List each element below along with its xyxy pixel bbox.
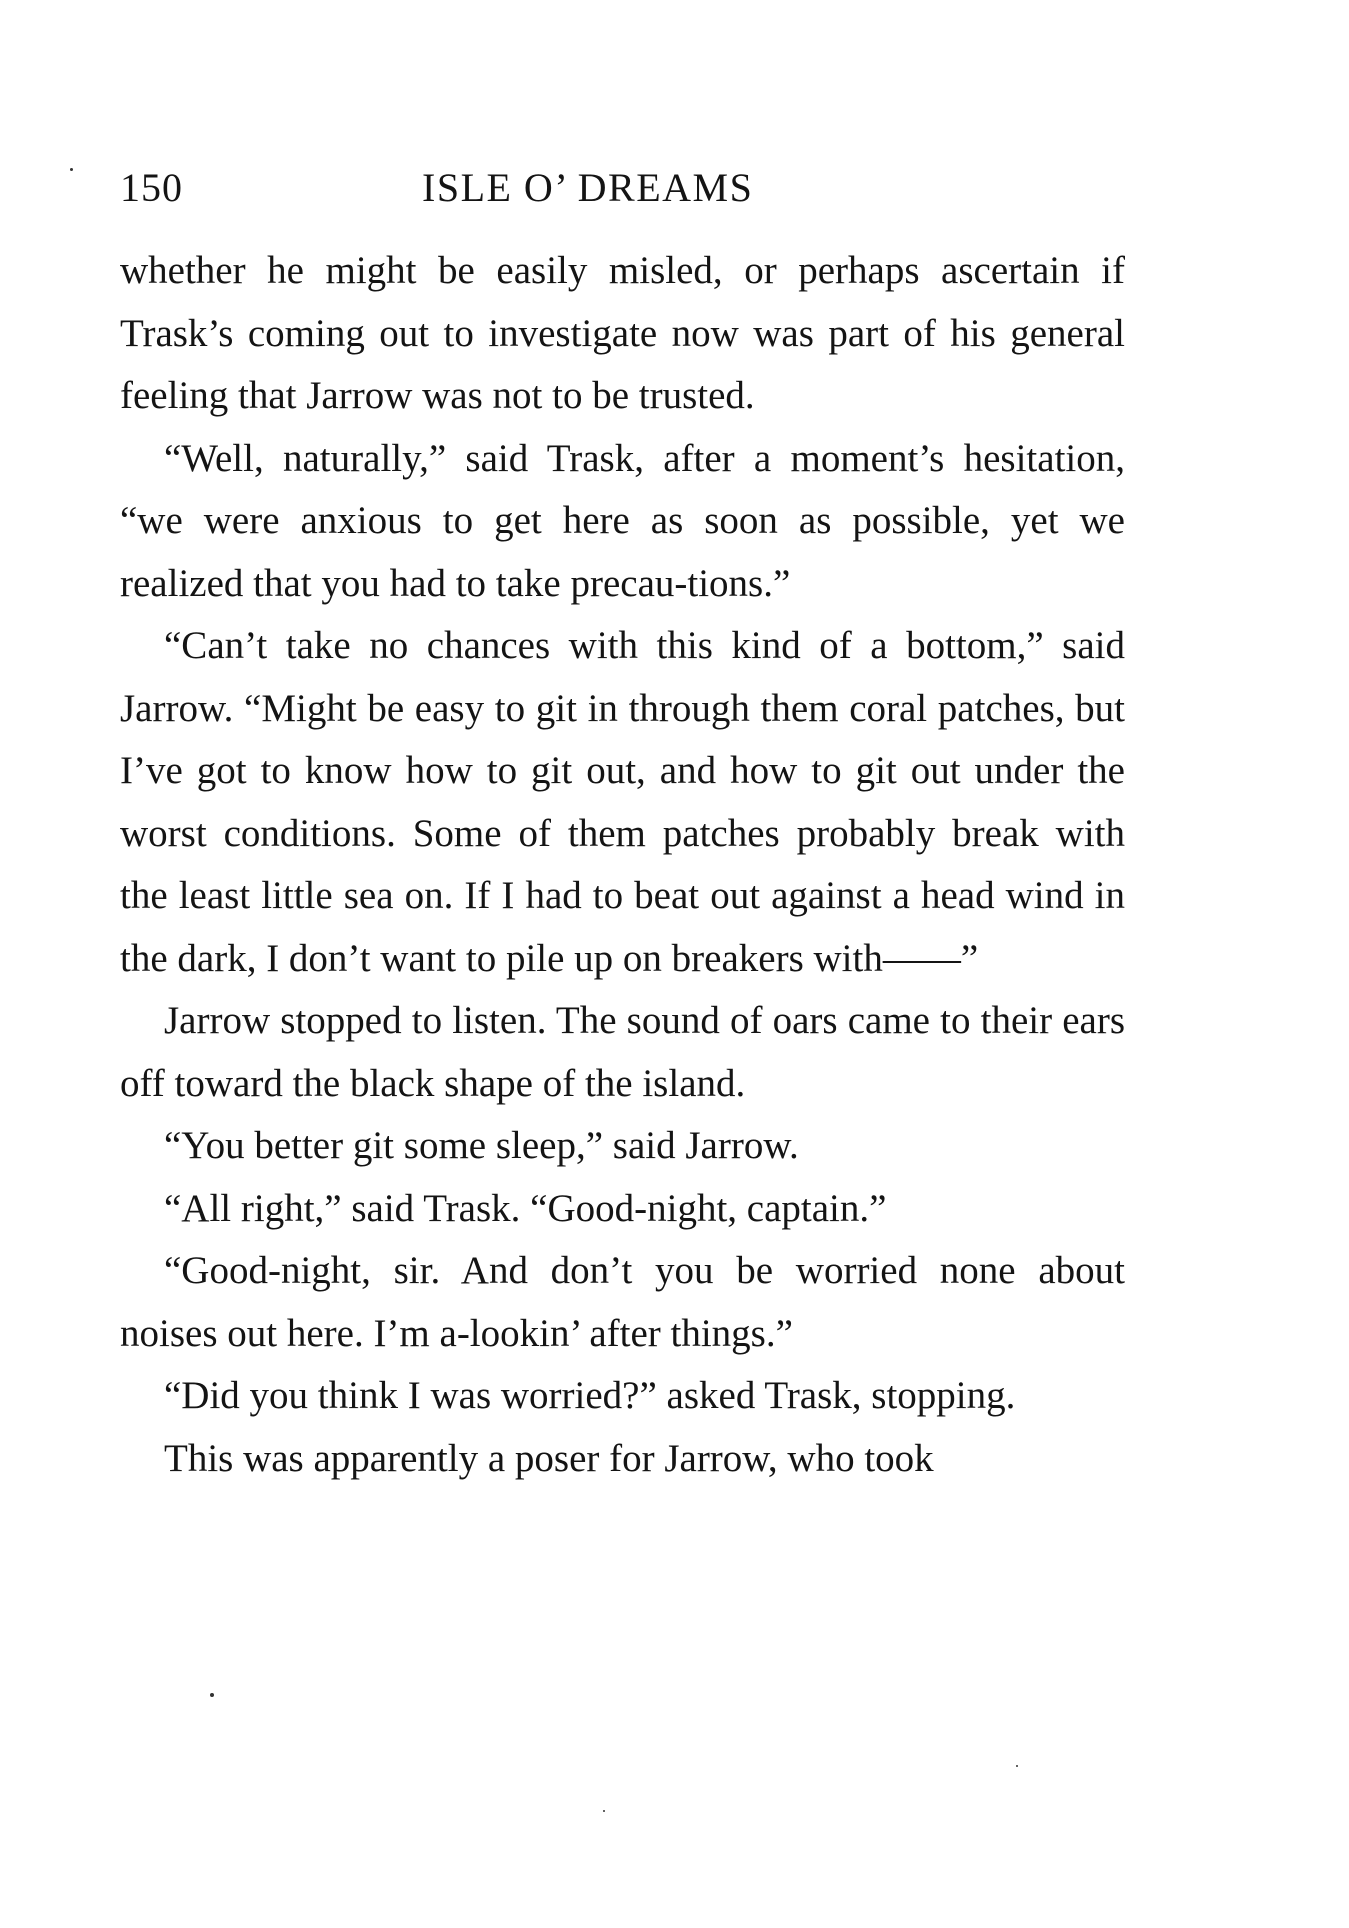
running-title: ISLE O’ DREAMS: [422, 165, 754, 210]
page-number: 150: [120, 165, 183, 210]
body-text: [120, 240, 1125, 1490]
paragraph: “All right,” said Trask. “Good-night, captain.”: [164, 1186, 887, 1230]
running-head: [120, 163, 1125, 213]
paragraph: This was apparently a poser for Jarrow, who took: [164, 1436, 934, 1480]
scan-speck: [210, 1693, 214, 1697]
paragraph: Jarrow stopped to listen. The sound of oars came to their ears off toward the black shape of the island.: [120, 999, 1125, 1105]
scan-speck: [1016, 1765, 1018, 1767]
paragraph: “Did you think I was worried?” asked Trask, stopping.: [164, 1374, 1016, 1417]
scan-speck: [603, 1810, 605, 1812]
paragraph: “Well, naturally,” said Trask, after a moment’s hesitation, “we were anxious to get here as soon as possible, yet we realized that you had to take precau-tions.”: [120, 436, 1125, 605]
paragraph: whether he might be easily misled, or perhaps ascertain if Trask’s coming out to investigate now was part of his general feeling that Jarrow was not to be trusted.: [120, 249, 1125, 417]
scan-speck: [70, 168, 73, 171]
paragraph: “Good-night, sir. And don’t you be worried none about noises out here. I’m a-lookin’ after things.”: [120, 1249, 1125, 1355]
paragraph: “You better git some sleep,” said Jarrow.: [164, 1124, 799, 1167]
paragraph: “Can’t take no chances with this kind of a bottom,” said Jarrow. “Might be easy to git in through them coral patches, but I’ve got to know how to git out, and how to git out under the worst conditions. Some of them patches probably break with the least little sea on. If I had to beat out against a head wind in the dark, I don’t want to pile up on breakers with——”: [120, 624, 1125, 980]
